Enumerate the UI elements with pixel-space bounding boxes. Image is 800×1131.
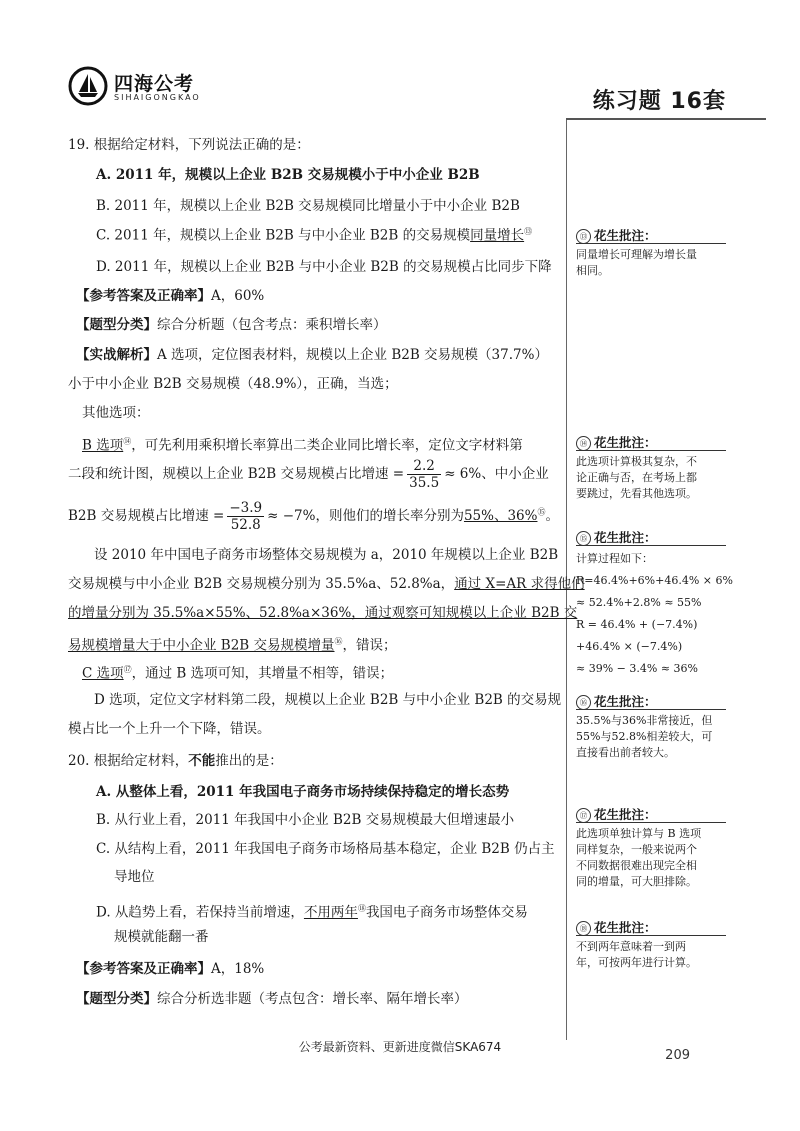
b-growth-rates: 55%、36% [463,508,538,524]
b-option-label: B 选项 [82,437,124,454]
q19-answer [76,287,264,305]
note-rule [576,545,726,546]
b-line-1-text: ，可先利用乘积增长率算出二类企业同比增长率，定位文字材料第 [131,437,523,454]
answer-label: 【参考答案及正确率】 [76,961,211,977]
note-number: ⑬ [576,229,591,244]
analysis-text: A 选项，定位图表材料，规模以上企业 B2B 交易规模（37.7%） [157,347,548,363]
q20-stem-text: 20. 根据给定材料， [68,753,189,769]
note-heading [576,805,657,823]
b-line-3-text: B2B 交易规模占比增速 = [68,508,225,524]
q19-c-explanation [82,661,393,683]
fraction-denominator: 35.5 [409,475,440,491]
q19-type [76,316,387,334]
note-number: ⑮ [576,531,591,546]
q20-option-d-rest: 我国电子商务市场整体交易 [365,904,528,921]
q19-analysis-1 [76,346,548,364]
para2-line-2-text: 交易规模与中小企业 B2B 交易规模分别为 35.5%a、52.8%a， [68,576,455,592]
answer-label: 【参考答案及正确率】 [76,288,211,304]
note-line: R = 46.4% + (−7.4%) [576,618,698,631]
q19-option-b: B. 2011 年，规模以上企业 B2B 交易规模同比增量小于中小企业 B2B [96,198,520,214]
q20-stem [68,752,283,770]
note-line: 不同数据很难出现完全相 [576,859,697,872]
note-heading [576,918,657,936]
note-rule [576,450,726,451]
note-line: 计算过程如下： [576,552,653,565]
publisher-logo [68,66,248,106]
note-line: 要跳过，先看其他选项。 [576,487,697,500]
q19-option-d: D. 2011 年，规模以上企业 B2B 与中小企业 B2B 的交易规模占比同步下降 [96,259,552,275]
note-line: 同的增量，可大胆排除。 [576,875,697,888]
q19-option-c-underlined: 同量增长 [470,227,525,244]
header-rule [566,118,766,120]
q20-option-a: A. 从整体上看，2011 年我国电子商务市场持续保持稳定的增长态势 [96,784,510,800]
answer-value: A，60% [211,288,265,304]
note-line: +46.4% × (−7.4%) [576,640,683,653]
q19-d-explanation-2: 模占比一个上升一个下降，错误。 [68,721,271,737]
note-rule [576,243,726,244]
note-line: 同样复杂，一般来说两个 [576,843,697,856]
b-line-3-end: 。 [545,508,559,524]
q20-answer [76,960,264,978]
page-number: 209 [665,1048,690,1063]
note-body [576,713,726,761]
fraction-numerator: 2.2 [407,458,441,475]
q20-option-d-2: 规模就能翻一番 [114,929,209,945]
set-title: 练习题 16套 [592,89,726,114]
note-line: 此选项计算极其复杂，不 [576,455,697,468]
q20-stem-end: 推出的是： [215,753,283,769]
q19-option-c-text: C. 2011 年，规模以上企业 B2B 与中小企业 B2B 的交易规模 [96,227,471,244]
note-number: ⑰ [576,808,591,823]
note-title: 花生批注： [594,807,657,822]
note-line: 此选项单独计算与 B 选项 [576,827,702,840]
q19-para2-line-2 [68,575,585,593]
note-body [576,826,726,890]
b-line-2-result: ≈ 6%、中小企业 [444,466,549,482]
q20-option-b: B. 从行业上看，2011 年我国中小企业 B2B 交易规模最大但增速最小 [96,812,515,828]
para2-line-2-underlined: 通过 X=AR 求得他们 [454,576,585,592]
note-number: ⑯ [576,695,591,710]
note-number: ⑭ [576,436,591,451]
note-heading [576,692,657,710]
c-explanation-text: ，通过 B 选项可知，其增量不相等，错误； [131,665,394,682]
note-heading [576,433,657,451]
note-body [576,454,726,502]
b-line-3-mid: ≈ −7%，则他们的增长率分别为 [267,508,464,524]
q19-d-explanation-1: D 选项，定位文字材料第二段，规模以上企业 B2B 与中小企业 B2B 的交易规 [94,692,562,708]
q20-type [76,990,468,1008]
q19-option-a: A. 2011 年，规模以上企业 B2B 交易规模小于中小企业 B2B [96,167,480,183]
q19-analysis-2: 小于中小企业 B2B 交易规模（48.9%），正确，当选； [68,376,398,392]
b-line-2-text: 二段和统计图，规模以上企业 B2B 交易规模占比增速 = [68,466,405,482]
fraction-numerator: −3.9 [229,500,263,516]
note-title: 花生批注： [594,228,657,243]
note-line: 55%与52.8%相差较大，可 [576,730,713,743]
q19-para2-line-4 [68,633,397,655]
q19-b-line-3 [68,500,559,533]
note-ref-15: ⑮ [537,507,546,517]
sailboat-logo-icon [68,66,108,106]
note-title: 花生批注： [594,530,657,545]
note-number: ⑱ [576,921,591,936]
q20-option-c-1: C. 从结构上看，2011 年我国电子商务市场格局基本稳定，企业 B2B 仍占主 [96,841,555,857]
q20-option-d-1 [96,900,528,922]
note-line: 不到两年意味着一到两 [576,940,686,953]
note-body [576,247,726,279]
type-label: 【题型分类】 [76,991,157,1007]
fraction-denominator: 52.8 [230,517,261,533]
q19-para2-line-1: 设 2010 年中国电子商务市场整体交易规模为 a，2010 年规模以上企业 B2B [94,547,559,563]
q19-b-line-2 [68,458,549,491]
note-rule [576,709,726,710]
footer-text: 公考最新资料、更新进度微信SKA674 [298,1040,502,1054]
logo-name: 四海公考 [114,73,195,95]
note-ref-13: ⑬ [524,227,533,236]
note-heading [576,226,657,244]
para2-line-4-end: ，错误； [342,637,397,654]
type-value: 综合分析题（包含考点：乘积增长率） [157,317,387,333]
note-body [576,548,733,680]
para2-line-4-underlined: 易规模增量大于中小企业 B2B 交易规模增量 [68,637,335,654]
note-title: 花生批注： [594,435,657,450]
note-ref-18: ⑱ [357,904,366,913]
q19-option-c [96,223,532,245]
note-rule [576,822,726,823]
fraction-2.2-over-35.5 [407,458,441,491]
type-label: 【题型分类】 [76,317,157,333]
note-line: 直接看出前者较大。 [576,746,675,759]
note-title: 花生批注： [594,920,657,935]
answer-value: A，18% [211,961,265,977]
q19-stem: 19. 根据给定材料，下列说法正确的是： [68,137,310,153]
note-ref-17: ⑰ [123,665,132,674]
q20-stem-emphasis: 不能 [188,753,216,769]
q20-option-c-2: 导地位 [114,869,155,885]
note-line: 相同。 [576,264,609,277]
c-option-label: C 选项 [82,665,124,682]
note-line: ≈ 52.4%+2.8% ≈ 55% [576,596,702,609]
note-line: 论正确与否，在考场上都 [576,471,697,484]
note-line: ≈ 39% − 3.4% ≈ 36% [576,662,698,675]
note-ref-14: ⑭ [123,437,132,446]
note-body [576,939,726,971]
note-line: 年，可按两年进行计算。 [576,956,697,969]
note-title: 花生批注： [594,694,657,709]
q19-other-options: 其他选项： [82,405,150,421]
note-heading [576,528,657,546]
note-line: 同量增长可理解为增长量 [576,248,697,261]
analysis-label: 【实战解析】 [76,347,157,363]
q20-option-d-underlined: 不用两年 [303,904,358,921]
fraction-neg3.9-over-52.8 [227,500,264,533]
q20-option-d-text: D. 从趋势上看，若保持当前增速， [96,904,304,921]
note-rule [576,935,726,936]
logo-subtitle: SIHAIGONGKAO [114,93,201,102]
note-line: 35.5%与36%非常接近，但 [576,714,713,727]
note-line: R=46.4%+6%+46.4% × 6% [576,574,733,587]
note-ref-16: ⑯ [334,637,343,646]
q19-b-line-1 [82,433,523,455]
q19-para2-line-3: 的增量分别为 35.5%a×55%、52.8%a×36%，通过观察可知规模以上企业 B2B 交 [68,605,578,621]
type-value: 综合分析选非题（考点包含：增长率、隔年增长率） [157,991,468,1007]
